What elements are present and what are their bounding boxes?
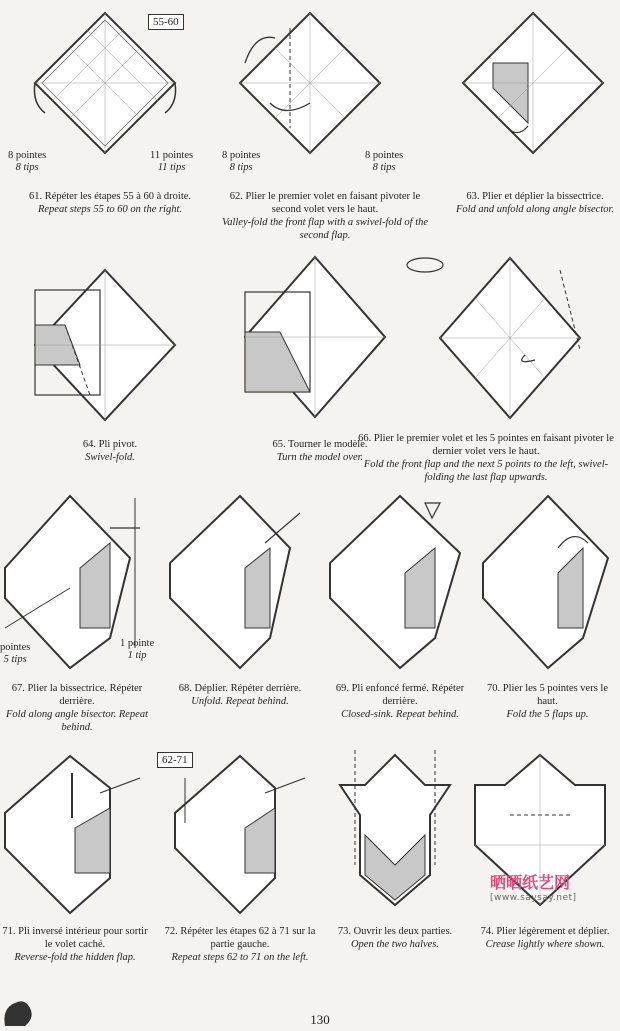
caption-step-71: 71. Pli inversé intérieur pour sortir le volet caché. Reverse-fold the hidden flap. bbox=[2, 926, 148, 963]
caption-step-73: 73. Ouvrir les deux parties. Open the two halves. bbox=[337, 926, 453, 950]
squirrel-icon bbox=[0, 988, 40, 1028]
step-range-box-55-60: 55-60 bbox=[148, 14, 184, 30]
caption-step-74: 74. Plier légèrement et déplier. Crease lightly where shown. bbox=[480, 926, 610, 950]
tips-label-61-right: 11 pointes 11 tips bbox=[150, 150, 194, 173]
caption-step-62: 62. Plier le premier volet en faisant pivoter le second volet vers le haut. Valley-fold the front flap with a swivel-fold of the second flap. bbox=[221, 191, 429, 241]
caption-step-72: 72. Répéter les étapes 62 à 71 sur la partie gauche. Repeat steps 62 to 71 on the left. bbox=[164, 926, 316, 963]
watermark-url: [www.saysay.net] bbox=[490, 893, 577, 903]
caption-step-69: 69. Pli enfoncé fermé. Répéter derrière. Closed-sink. Repeat behind. bbox=[335, 683, 465, 720]
tips-label-62-right: 8 pointes 8 tips bbox=[365, 150, 404, 173]
figure-71 bbox=[0, 748, 150, 918]
figure-63 bbox=[458, 8, 608, 158]
page-number: 130 bbox=[310, 1012, 330, 1027]
figure-65 bbox=[240, 252, 390, 427]
figure-61 bbox=[30, 8, 180, 158]
caption-step-65: 65. Tourner le modèle. Turn the model over. bbox=[272, 439, 368, 463]
figure-66 bbox=[395, 250, 605, 430]
figure-70 bbox=[478, 488, 618, 673]
tips-label-67-left: pointes 5 tips bbox=[0, 642, 31, 665]
figure-73 bbox=[320, 745, 470, 915]
watermark bbox=[490, 870, 577, 903]
caption-step-61: 61. Répéter les étapes 55 à 60 à droite. Repeat steps 55 to 60 on the right. bbox=[28, 191, 192, 215]
caption-step-66: 66. Plier le premier volet et les 5 pointes en faisant pivoter le dernier volet vers le haut. Fold the front flap and the next 5 points to the left, swivel-folding the last flap upwards. bbox=[358, 433, 614, 483]
figure-68 bbox=[165, 488, 315, 673]
figure-64 bbox=[30, 265, 180, 430]
caption-step-64: 64. Pli pivot. Swivel-fold. bbox=[82, 439, 138, 463]
figure-62 bbox=[235, 8, 385, 158]
tips-label-62-left: 8 pointes 8 tips bbox=[222, 150, 261, 173]
watermark-title: 晒晒纸艺网 bbox=[490, 873, 571, 892]
tips-label-61-left: 8 pointes 8 tips bbox=[8, 150, 47, 173]
caption-step-70: 70. Plier les 5 pointes vers le haut. Fold the 5 flaps up. bbox=[486, 683, 609, 720]
figure-72 bbox=[165, 748, 315, 918]
step-range-box-62-71: 62-71 bbox=[157, 752, 193, 768]
caption-step-67: 67. Plier la bissectrice. Répéter derrière. Fold along angle bisector. Repeat behind. bbox=[5, 683, 149, 733]
figure-69 bbox=[325, 488, 475, 673]
caption-step-63: 63. Plier et déplier la bissectrice. Fold and unfold along angle bisector. bbox=[455, 191, 615, 215]
caption-step-68: 68. Déplier. Répéter derrière. Unfold. Repeat behind. bbox=[178, 683, 302, 707]
tips-label-67-right: 1 pointe 1 tip bbox=[120, 638, 155, 661]
